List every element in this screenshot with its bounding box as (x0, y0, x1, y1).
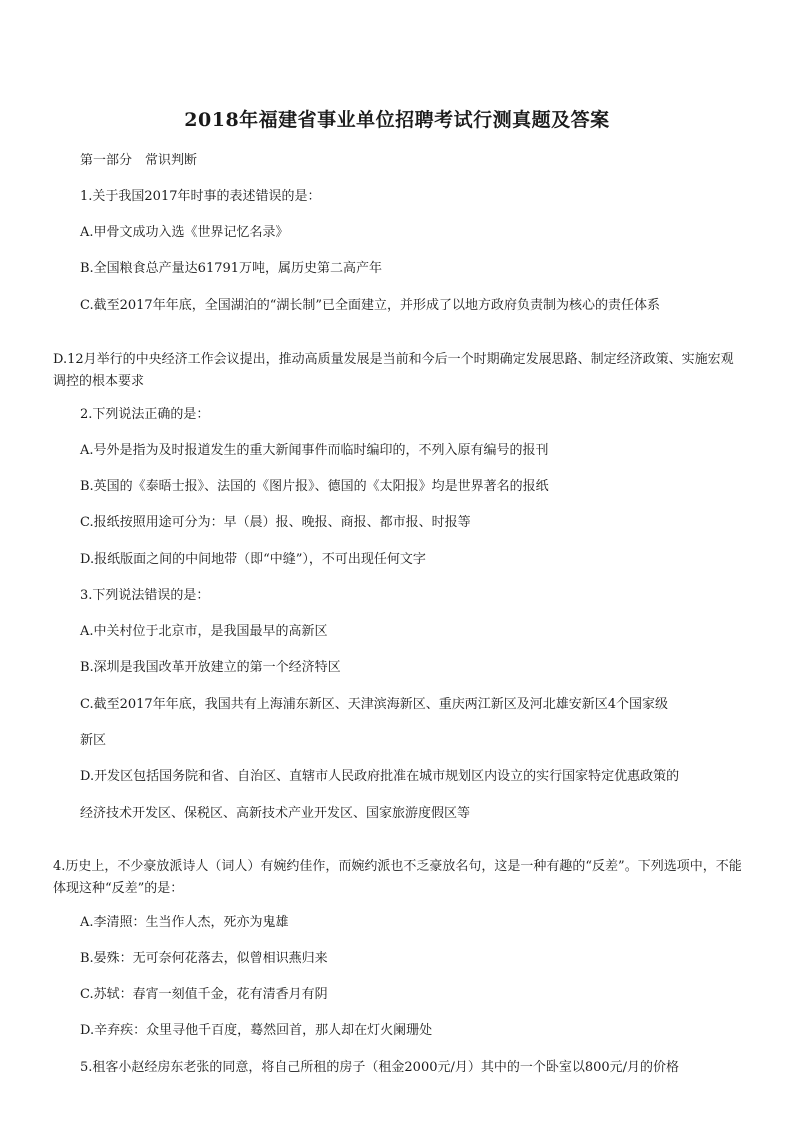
question-1-option-a: A.甲骨文成功入选《世界记忆名录》 (80, 225, 289, 240)
question-2-option-c: C.报纸按照用途可分为：早（晨）报、晚报、商报、都市报、时报等 (80, 515, 471, 530)
question-1-option-b: B.全国粮食总产量达61791万吨，属历史第二高产年 (80, 261, 383, 276)
question-4-option-b: B.晏殊：无可奈何花落去，似曾相识燕归来 (80, 951, 328, 966)
question-2-stem: 2.下列说法正确的是： (80, 407, 210, 422)
question-3-option-d-continued: 经济技术开发区、保税区、高新技术产业开发区、国家旅游度假区等 (80, 806, 471, 821)
question-4-option-a: A.李清照：生当作人杰，死亦为鬼雄 (80, 915, 289, 930)
question-1-option-c: C.截至2017年年底，全国湖泊的“湖长制”已全面建立，并形成了以地方政府负责制为核心的责任体系 (80, 298, 660, 313)
question-5-stem: 5.租客小赵经房东老张的同意，将自己所租的房子（租金2000元/月）其中的一个卧室以800元/月的价格 (80, 1060, 680, 1075)
question-4-option-c: C.苏轼：春宵一刻值千金，花有清香月有阴 (80, 987, 328, 1002)
question-3-stem: 3.下列说法错误的是： (80, 588, 210, 603)
question-3-option-a: A.中关村位于北京市，是我国最早的高新区 (80, 624, 328, 639)
question-1-stem: 1.关于我国2017年时事的表述错误的是： (80, 189, 321, 204)
question-4-option-d: D.辛弃疾：众里寻他千百度，蓦然回首，那人却在灯火阑珊处 (80, 1023, 433, 1038)
page-title: 2018年福建省事业单位招聘考试行测真题及答案 (184, 109, 610, 131)
question-2-option-b: B.英国的《泰晤士报》、法国的《图片报》、德国的《太阳报》均是世界著名的报纸 (80, 479, 549, 494)
question-4-stem: 4.历史上，不少豪放派诗人（词人）有婉约佳作，而婉约派也不乏豪放名句，这是一种有趣的“反差”。下列选项中，不能体现这种“反差”的是： (53, 859, 742, 896)
question-2-option-a: A.号外是指为及时报道发生的重大新闻事件而临时编印的，不列入原有编号的报刊 (80, 443, 549, 458)
question-3-option-d: D.开发区包括国务院和省、自治区、直辖市人民政府批准在城市规划区内设立的实行国家特定优惠政策的 (80, 769, 680, 784)
question-1-option-d: D.12月举行的中央经济工作会议提出，推动高质量发展是当前和今后一个时期确定发展思路、制定经济政策、实施宏观调控的根本要求 (53, 352, 734, 389)
question-3-option-c: C.截至2017年年底，我国共有上海浦东新区、天津滨海新区、重庆两江新区及河北雄安新区4个国家级 (80, 697, 668, 712)
question-3-option-c-continued: 新区 (80, 733, 107, 748)
question-3-option-b: B.深圳是我国改革开放建立的第一个经济特区 (80, 660, 341, 675)
question-2-option-d: D.报纸版面之间的中间地带（即“中缝”），不可出现任何文字 (80, 552, 426, 567)
section-heading: 第一部分 常识判断 (80, 153, 198, 168)
